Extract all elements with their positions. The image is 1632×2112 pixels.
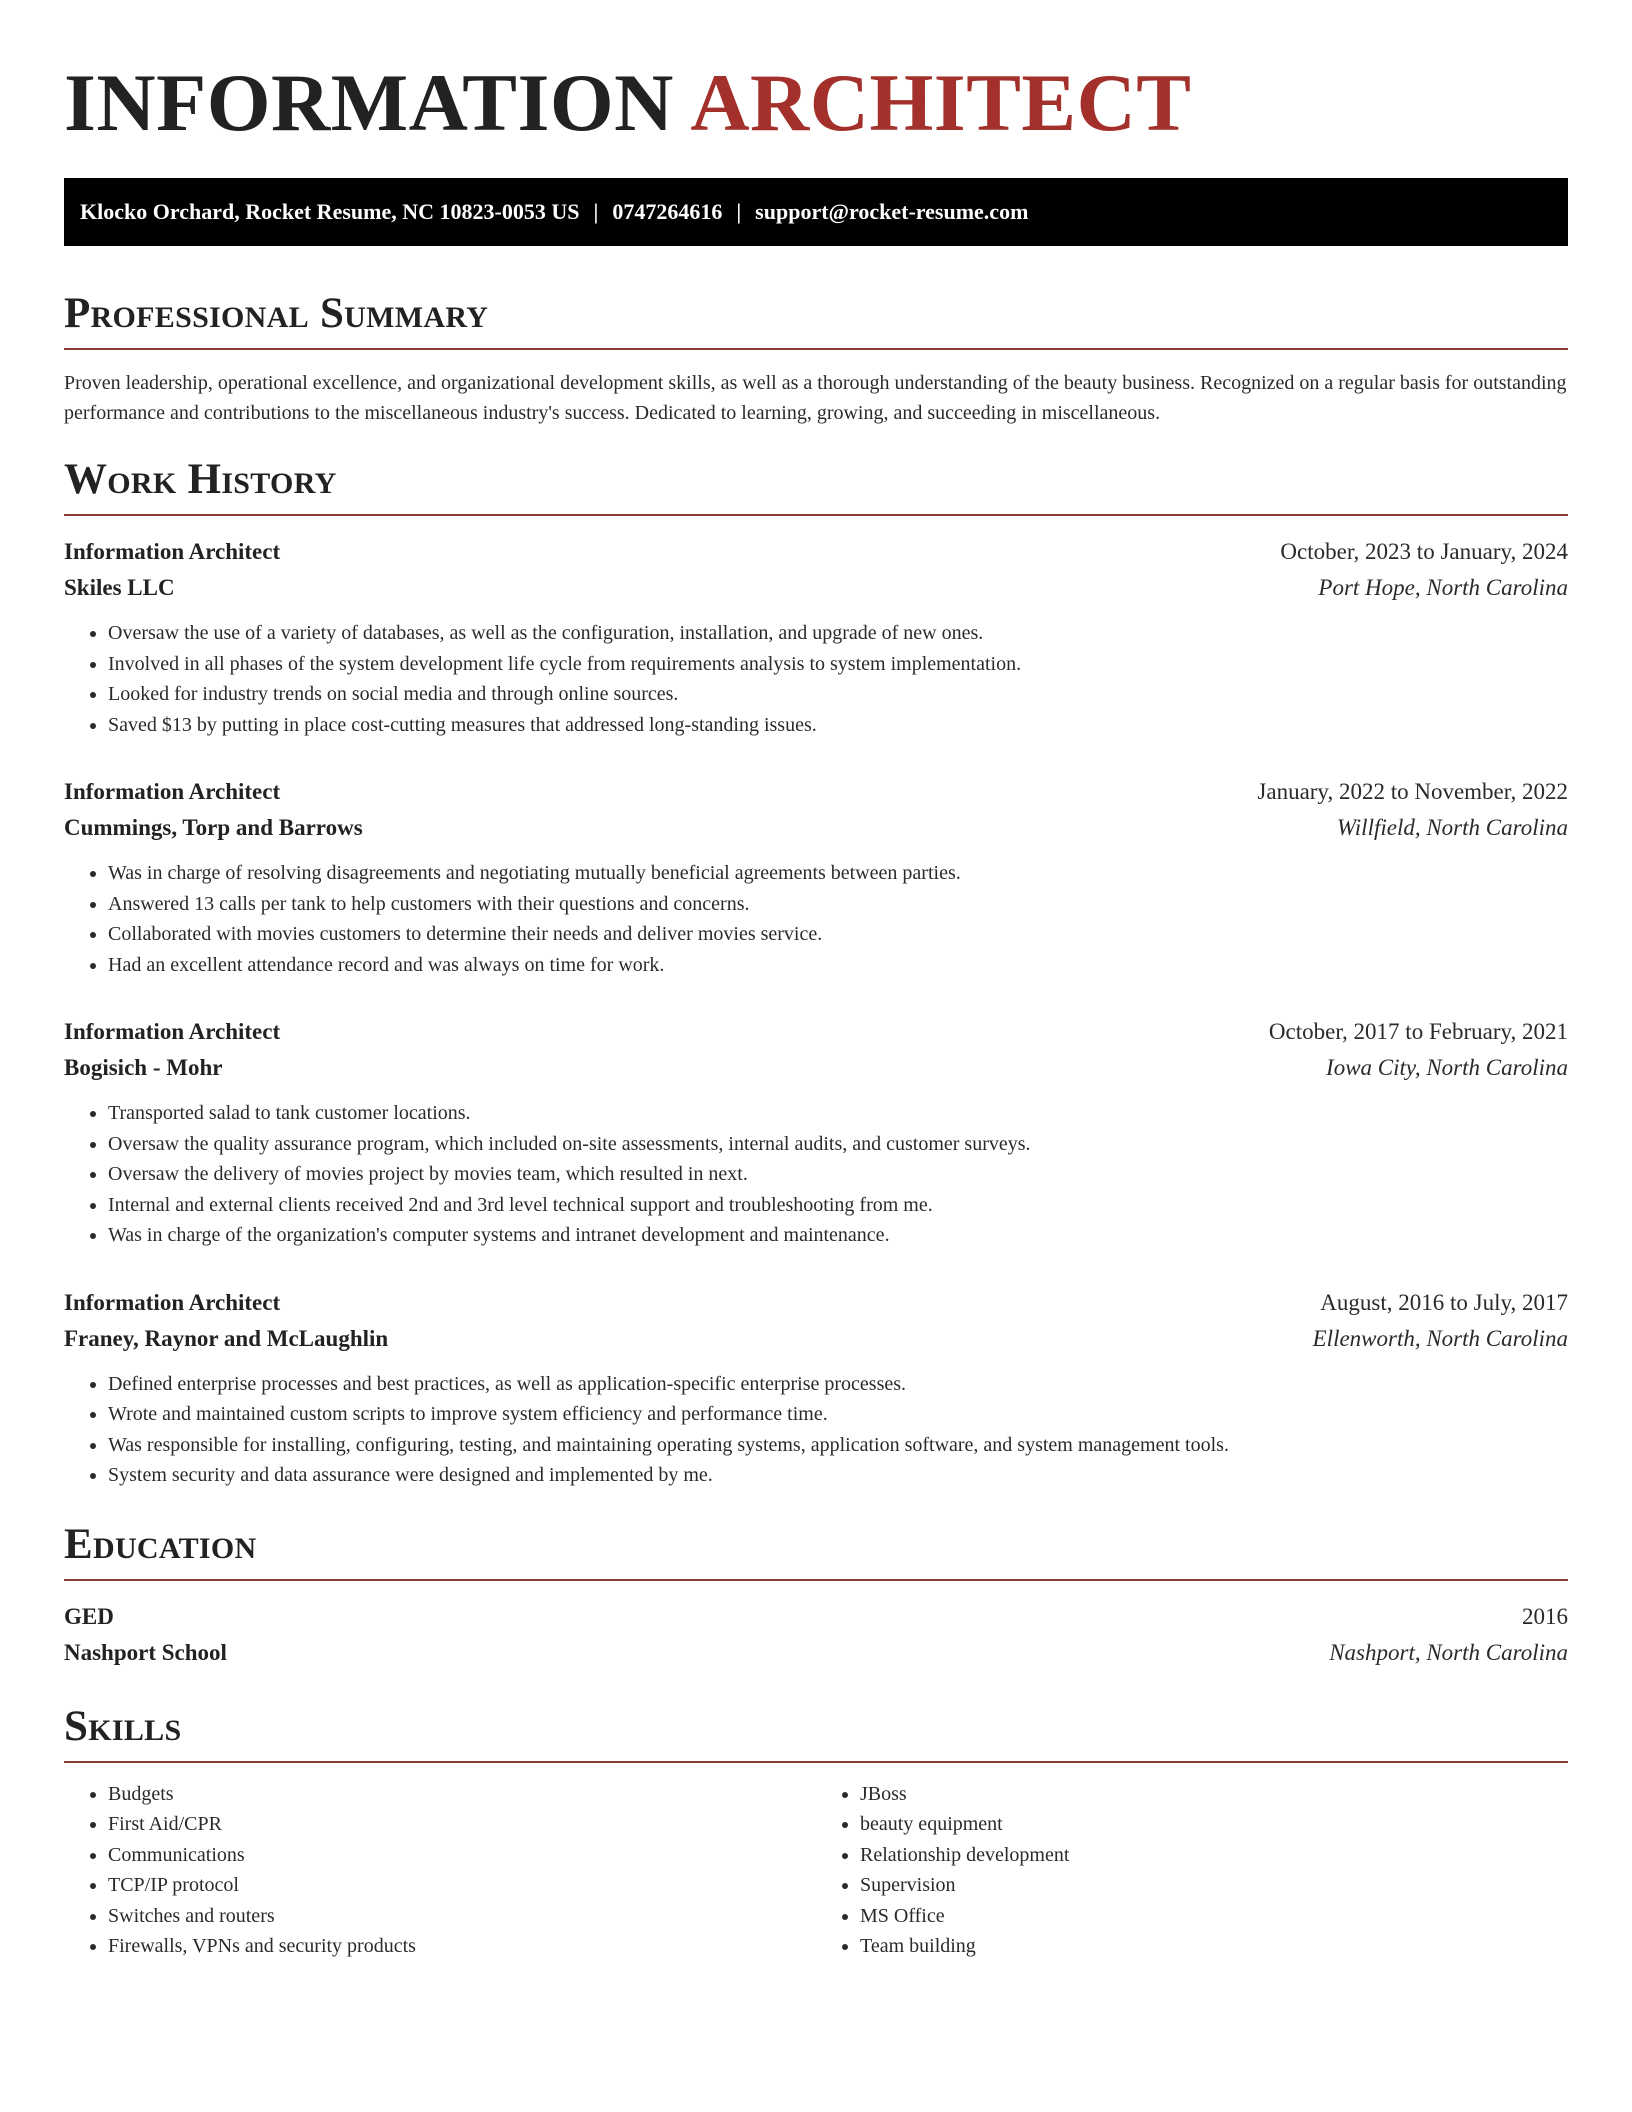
job-bullet: • System security and data assurance were designed and implemented by me. xyxy=(108,1460,1568,1491)
work-history-title: Work History xyxy=(64,454,1568,516)
skill-item: • Relationship development xyxy=(860,1840,1568,1871)
job-bullet: • Oversaw the use of a variety of databases, as well as the configuration, installation, and upgrade of new ones. xyxy=(108,618,1568,649)
contact-address: Klocko Orchard, Rocket Resume, NC 10823-0053 US xyxy=(80,199,580,224)
skill-item: • beauty equipment xyxy=(860,1809,1568,1840)
skill-item: • First Aid/CPR xyxy=(108,1809,816,1840)
job-dates: October, 2023 to January, 2024 xyxy=(1280,539,1568,564)
job-bullet: • Internal and external clients received 2nd and 3rd level technical support and troubleshooting from me. xyxy=(108,1190,1568,1221)
job-bullet: • Saved $13 by putting in place cost-cutting measures that addressed long-standing issues. xyxy=(108,710,1568,741)
skill-item: • Supervision xyxy=(860,1870,1568,1901)
job-bullet: • Was in charge of resolving disagreements and negotiating mutually beneficial agreements between parties. xyxy=(108,858,1568,889)
job-bullet: • Involved in all phases of the system development life cycle from requirements analysis to system implementation. xyxy=(108,649,1568,680)
job-dates: January, 2022 to November, 2022 xyxy=(1257,779,1568,804)
job-bullet: • Was responsible for installing, configuring, testing, and maintaining operating systems, application software, and system management tools. xyxy=(108,1430,1568,1461)
job-company: Bogisich - Mohr xyxy=(64,1055,223,1080)
job-role: Information Architect xyxy=(64,779,281,804)
job-role: Information Architect xyxy=(64,1289,281,1315)
skill-item: • Firewalls, VPNs and security products xyxy=(108,1931,816,1962)
contact-separator: | xyxy=(736,199,742,224)
skill-item: • Switches and routers xyxy=(108,1901,816,1932)
job-dates: August, 2016 to July, 2017 xyxy=(1320,1289,1568,1315)
job-bullets xyxy=(64,858,1568,980)
skill-item: • JBoss xyxy=(860,1779,1568,1810)
summary-text: Proven leadership, operational excellence, and organizational development skills, as well as a thorough understanding of the beauty business. Recognized on a regular basis for outstanding performance and contributions to the miscellaneous industry's success. Dedicated to learning, growing, and succeeding in miscellaneous. xyxy=(64,372,1567,424)
job-bullet: • Looked for industry trends on social media and through online sources. xyxy=(108,679,1568,710)
job-bullet: • Defined enterprise processes and best practices, as well as application-specific enterprise processes. xyxy=(108,1369,1568,1400)
education-location: Nashport, North Carolina xyxy=(1329,1639,1568,1665)
skill-item: • MS Office xyxy=(860,1901,1568,1932)
job-entry xyxy=(64,1014,1568,1251)
contact-bar xyxy=(64,178,1568,246)
skill-item: • TCP/IP protocol xyxy=(108,1870,816,1901)
job-location: Port Hope, North Carolina xyxy=(1318,575,1568,600)
education-year: 2016 xyxy=(1522,1603,1568,1629)
job-bullets xyxy=(64,618,1568,740)
work-history-list xyxy=(64,534,1568,1491)
education-entry xyxy=(64,1599,1568,1671)
contact-phone: 0747264616 xyxy=(612,199,723,224)
job-location: Willfield, North Carolina xyxy=(1336,815,1568,840)
job-bullet: • Oversaw the quality assurance program, which included on-site assessments, internal audits, and customer surveys. xyxy=(108,1129,1568,1160)
education-degree: GED xyxy=(64,1603,114,1629)
name-accent: ARCHITECT xyxy=(690,57,1192,148)
contact-email: support@rocket-resume.com xyxy=(755,199,1029,224)
job-dates: October, 2017 to February, 2021 xyxy=(1268,1019,1568,1044)
name-first: INFORMATION xyxy=(64,57,674,148)
job-bullets xyxy=(64,1098,1568,1251)
job-role: Information Architect xyxy=(64,539,281,564)
job-bullet: • Transported salad to tank customer locations. xyxy=(108,1098,1568,1129)
skills-grid xyxy=(64,1779,1568,1962)
resume-name xyxy=(64,0,1568,148)
job-company: Skiles LLC xyxy=(64,575,175,600)
contact-separator: | xyxy=(593,199,599,224)
job-company: Cummings, Torp and Barrows xyxy=(64,815,363,840)
job-entry xyxy=(64,774,1568,980)
education-school: Nashport School xyxy=(64,1639,227,1665)
skill-item: • Budgets xyxy=(108,1779,816,1810)
job-bullet: • Wrote and maintained custom scripts to improve system efficiency and performance time. xyxy=(108,1399,1568,1430)
job-location: Iowa City, North Carolina xyxy=(1326,1055,1568,1080)
skill-item: • Communications xyxy=(108,1840,816,1871)
job-role: Information Architect xyxy=(64,1019,281,1044)
job-bullets xyxy=(64,1369,1568,1491)
skills-column-left xyxy=(64,1779,816,1962)
job-bullet: • Was in charge of the organization's computer systems and intranet development and maintenance. xyxy=(108,1220,1568,1251)
summary-title: Professional Summary xyxy=(64,288,1568,350)
skills-title: Skills xyxy=(64,1701,1568,1763)
job-bullet: • Had an excellent attendance record and was always on time for work. xyxy=(108,950,1568,981)
skills-column-right xyxy=(816,1779,1568,1962)
job-entry xyxy=(64,534,1568,740)
job-location: Ellenworth, North Carolina xyxy=(1312,1325,1568,1351)
job-company: Franey, Raynor and McLaughlin xyxy=(64,1325,389,1351)
job-bullet: • Collaborated with movies customers to determine their needs and deliver movies service. xyxy=(108,919,1568,950)
job-bullet: • Answered 13 calls per tank to help customers with their questions and concerns. xyxy=(108,889,1568,920)
education-title: Education xyxy=(64,1519,1568,1581)
skill-item: • Team building xyxy=(860,1931,1568,1962)
job-entry xyxy=(64,1285,1568,1491)
job-bullet: • Oversaw the delivery of movies project by movies team, which resulted in next. xyxy=(108,1159,1568,1190)
